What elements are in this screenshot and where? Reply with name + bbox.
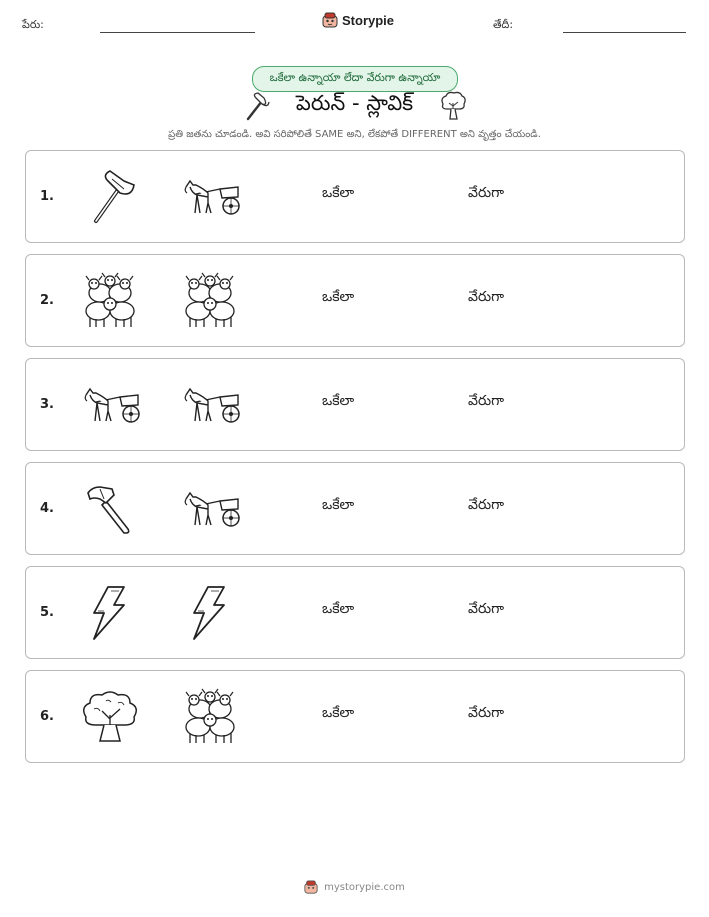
same-option[interactable]: ఒకేలా [322, 601, 355, 617]
brand-name: Storypie [342, 12, 395, 28]
question-row [25, 150, 685, 243]
same-option[interactable]: ఒకేలా [322, 185, 355, 201]
question-number: 6. [40, 709, 54, 724]
question-row [25, 566, 685, 659]
different-option[interactable]: వేరుగా [468, 601, 504, 617]
storypie-mascot-icon [322, 12, 338, 28]
same-option[interactable]: ఒకేలా [322, 393, 355, 409]
question-row [25, 254, 685, 347]
cattle-herd-icon [78, 271, 140, 329]
name-line[interactable] [100, 32, 255, 33]
question-number: 4. [40, 501, 54, 516]
worksheet-type-pill: ఒకేలా ఉన్నాయా లేదా వేరుగా ఉన్నాయా [252, 66, 458, 92]
footer-url[interactable]: mystorypie.com [324, 881, 405, 893]
different-option[interactable]: వేరుగా [468, 289, 504, 305]
storypie-mascot-icon [304, 880, 318, 894]
brand-logo [322, 12, 394, 28]
question-number: 5. [40, 605, 54, 620]
horse-cart-icon [180, 375, 242, 433]
axe-icon [80, 167, 142, 225]
cattle-herd-icon [178, 687, 240, 745]
question-number: 3. [40, 397, 54, 412]
same-option[interactable]: ఒకేలా [322, 705, 355, 721]
different-option[interactable]: వేరుగా [468, 185, 504, 201]
oak-tree-icon [78, 687, 140, 745]
horse-cart-icon [180, 167, 242, 225]
same-option[interactable]: ఒకేలా [322, 497, 355, 513]
question-number: 1. [40, 189, 54, 204]
date-label: తేదీ: [493, 18, 514, 31]
different-option[interactable]: వేరుగా [468, 393, 504, 409]
different-option[interactable]: వేరుగా [468, 497, 504, 513]
footer [0, 880, 709, 894]
oak-tree-icon [438, 90, 468, 122]
horse-cart-icon [180, 479, 242, 537]
instructions: ప్రతి జతను చూడండి. అవి సరిపోలితే SAME అని, లేకపోతే DIFFERENT అని వృత్తం చేయండి. [168, 129, 541, 140]
name-label: పేరు: [22, 18, 44, 31]
cattle-herd-icon [178, 271, 240, 329]
question-row [25, 670, 685, 763]
question-row [25, 358, 685, 451]
question-number: 2. [40, 293, 54, 308]
page-title: పెరున్ - స్లావిక్ [295, 91, 414, 115]
lightning-bolt-icon [178, 583, 240, 641]
question-row [25, 462, 685, 555]
same-option[interactable]: ఒకేలా [322, 289, 355, 305]
horse-cart-icon [80, 375, 142, 433]
hammer-icon [78, 479, 140, 537]
different-option[interactable]: వేరుగా [468, 705, 504, 721]
date-line[interactable] [563, 32, 686, 33]
lightning-bolt-icon [78, 583, 140, 641]
